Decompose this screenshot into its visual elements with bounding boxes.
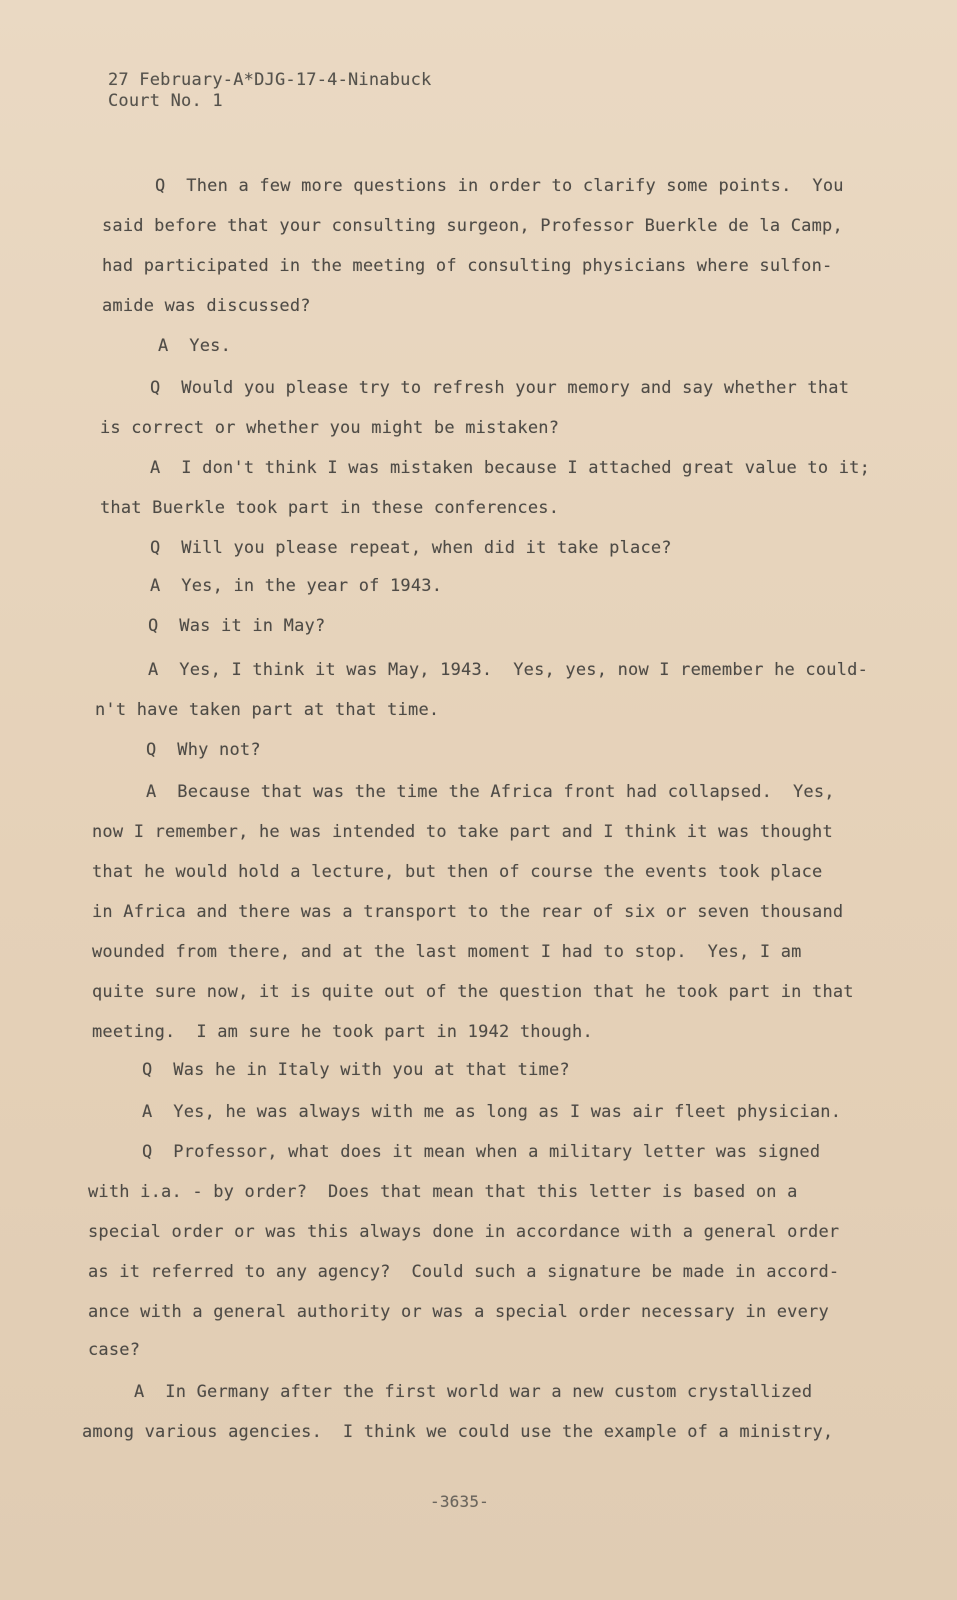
text-line: that he would hold a lecture, but then of course the events took place: [92, 862, 823, 882]
header-line-1: 27 February-A*DJG-17-4-Ninabuck: [108, 70, 432, 90]
text-line: said before that your consulting surgeon, Professor Buerkle de la Camp,: [102, 216, 843, 236]
text-line: now I remember, he was intended to take part and I think it was thought: [92, 822, 833, 842]
text-line: Q Was it in May?: [148, 616, 326, 636]
text-line: A I don't think I was mistaken because I attached great value to it;: [150, 458, 871, 478]
text-line: as it referred to any agency? Could such a signature be made in accord-: [88, 1262, 840, 1282]
text-line: A Yes, he was always with me as long as I was air fleet physician.: [142, 1102, 842, 1122]
text-line: with i.a. - by order? Does that mean that this letter is based on a: [88, 1182, 798, 1202]
text-line: A Because that was the time the Africa front had collapsed. Yes,: [146, 782, 835, 802]
text-line: A Yes, I think it was May, 1943. Yes, yes, now I remember he could-: [148, 660, 869, 680]
text-line: A Yes.: [158, 336, 232, 356]
text-line: wounded from there, and at the last moment I had to stop. Yes, I am: [92, 942, 802, 962]
text-line: Q Professor, what does it mean when a military letter was signed: [142, 1142, 821, 1162]
text-line: n't have taken part at that time.: [95, 700, 440, 720]
text-line: A Yes, in the year of 1943.: [150, 576, 443, 596]
text-line: Q Why not?: [146, 740, 261, 760]
text-line: ance with a general authority or was a special order necessary in every: [88, 1302, 829, 1322]
text-line: A In Germany after the first world war a new custom crystallized: [134, 1382, 813, 1402]
text-line: in Africa and there was a transport to the rear of six or seven thousand: [92, 902, 844, 922]
text-line: among various agencies. I think we could use the example of a ministry,: [82, 1422, 834, 1442]
page-number: -3635-: [430, 1492, 489, 1511]
text-line: Q Would you please try to refresh your memory and say whether that: [150, 378, 850, 398]
text-line: is correct or whether you might be mistaken?: [100, 418, 560, 438]
text-line: had participated in the meeting of consulting physicians where sulfon-: [102, 256, 833, 276]
text-line: special order or was this always done in accordance with a general order: [88, 1222, 840, 1242]
text-line: case?: [88, 1340, 141, 1360]
text-line: Q Was he in Italy with you at that time?: [142, 1060, 570, 1080]
text-line: amide was discussed?: [102, 296, 311, 316]
text-line: quite sure now, it is quite out of the question that he took part in that: [92, 982, 854, 1002]
header-line-2: Court No. 1: [108, 91, 223, 111]
text-line: that Buerkle took part in these conferences.: [100, 498, 560, 518]
text-line: meeting. I am sure he took part in 1942 though.: [92, 1022, 593, 1042]
text-line: Q Will you please repeat, when did it take place?: [150, 538, 672, 558]
text-line: Q Then a few more questions in order to clarify some points. You: [155, 176, 844, 196]
